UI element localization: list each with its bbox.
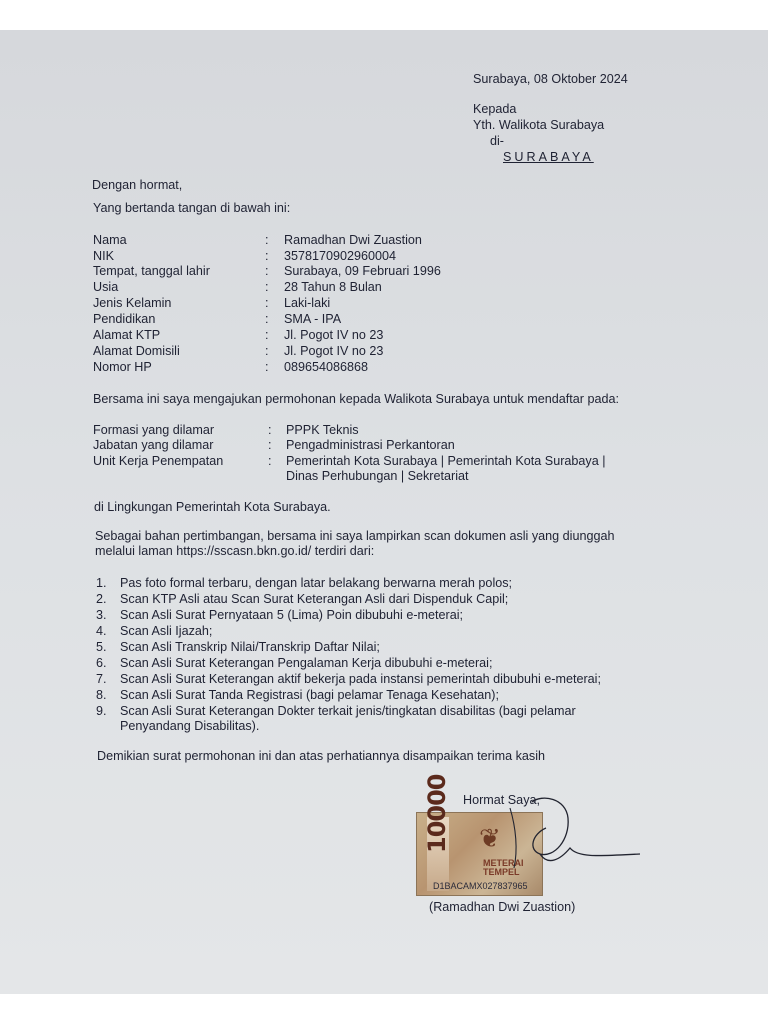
field-value: 28 Tahun 8 Bulan <box>284 280 382 294</box>
recipient-kepada: Kepada <box>473 102 517 116</box>
sign-off: Hormat Saya, <box>463 793 540 807</box>
personal-row <box>93 232 513 248</box>
field-label: Jenis Kelamin <box>93 296 172 310</box>
colon: : <box>265 312 269 326</box>
field-value: Jl. Pogot IV no 23 <box>284 344 384 358</box>
greeting: Dengan hormat, <box>92 178 183 192</box>
colon: : <box>265 296 269 310</box>
personal-row <box>93 311 513 327</box>
item-text-continued: Penyandang Disabilitas). <box>120 719 260 733</box>
application-statement: Bersama ini saya mengajukan permohonan kepada Walikota Surabaya untuk mendaftar pada: <box>93 392 619 406</box>
field-label: Usia <box>93 280 119 294</box>
position-row <box>93 453 653 469</box>
field-value: Jl. Pogot IV no 23 <box>284 328 384 342</box>
field-value: PPPK Teknis <box>286 423 359 437</box>
colon: : <box>265 360 269 374</box>
field-label: Tempat, tanggal lahir <box>93 264 210 278</box>
colon: : <box>265 233 269 247</box>
personal-row <box>93 295 513 311</box>
item-number: 4. <box>96 624 107 638</box>
field-label: NIK <box>93 249 114 263</box>
item-number: 3. <box>96 608 107 622</box>
item-number: 2. <box>96 592 107 606</box>
colon: : <box>268 454 272 468</box>
colon: : <box>265 328 269 342</box>
garuda-emblem-icon: ❦ <box>479 823 501 853</box>
letter-date: Surabaya, 08 Oktober 2024 <box>473 72 628 86</box>
signature-icon <box>470 788 650 883</box>
field-label: Jabatan yang dilamar <box>93 438 214 452</box>
field-label: Alamat KTP <box>93 328 161 342</box>
field-value: Ramadhan Dwi Zuastion <box>284 233 422 247</box>
item-number: 9. <box>96 704 107 718</box>
personal-row <box>93 248 513 264</box>
item-text: Scan Asli Surat Tanda Registrasi (bagi pelamar Tenaga Kesehatan); <box>120 688 499 702</box>
personal-row <box>93 279 513 295</box>
personal-row <box>93 343 513 359</box>
item-text: Scan Asli Surat Keterangan Dokter terkait jenis/tingkatan disabilitas (bagi pelamar <box>120 704 576 718</box>
stamp-amount: 10000 <box>423 774 451 853</box>
item-text: Scan Asli Surat Pernyataan 5 (Lima) Poin dibubuhi e-meterai; <box>120 608 464 622</box>
attachment-intro-line2: melalui laman https://sscasn.bkn.go.id/ terdiri dari: <box>95 544 375 558</box>
field-label: Formasi yang dilamar <box>93 423 215 437</box>
item-text: Scan Asli Surat Keterangan Pengalaman Kerja dibubuhi e-meterai; <box>120 656 493 670</box>
field-value: Pemerintah Kota Surabaya | Pemerintah Kota Surabaya | <box>286 454 606 468</box>
item-text: Scan Asli Ijazah; <box>120 624 213 638</box>
field-value: SMA - IPA <box>284 312 342 326</box>
field-value: 089654086868 <box>284 360 369 374</box>
personal-row <box>93 263 513 279</box>
position-row <box>93 437 653 453</box>
personal-row <box>93 327 513 343</box>
colon: : <box>265 264 269 278</box>
colon: : <box>268 438 272 452</box>
stamp-code: D1BACAMX027837965 <box>433 881 528 891</box>
colon: : <box>265 249 269 263</box>
item-text: Scan Asli Transkrip Nilai/Transkrip Daftar Nilai; <box>120 640 380 654</box>
recipient-city: SURABAYA <box>503 150 594 164</box>
item-number: 1. <box>96 576 107 590</box>
colon: : <box>265 280 269 294</box>
colon: : <box>265 344 269 358</box>
item-number: 7. <box>96 672 107 686</box>
recipient-name: Yth. Walikota Surabaya <box>473 118 605 132</box>
item-number: 6. <box>96 656 107 670</box>
field-label: Unit Kerja Penempatan <box>93 454 224 468</box>
personal-row <box>93 359 513 375</box>
item-text: Pas foto formal terbaru, dengan latar belakang berwarna merah polos; <box>120 576 513 590</box>
field-label: Pendidikan <box>93 312 156 326</box>
field-label: Nama <box>93 233 127 247</box>
field-value: Pengadministrasi Perkantoran <box>286 438 455 452</box>
letter-page <box>0 30 768 994</box>
stamp-label-tempel: TEMPEL <box>483 867 520 877</box>
field-value: Laki-laki <box>284 296 331 310</box>
field-value: 3578170902960004 <box>284 249 397 263</box>
item-text: Scan Asli Surat Keterangan aktif bekerja pada instansi pemerintah dibubuhi e-meterai; <box>120 672 601 686</box>
intro-line: Yang bertanda tangan di bawah ini: <box>93 201 291 215</box>
item-number: 5. <box>96 640 107 654</box>
attachment-intro-line1: Sebagai bahan pertimbangan, bersama ini saya lampirkan scan dokumen asli yang diunggah <box>95 529 615 543</box>
field-label: Alamat Domisili <box>93 344 180 358</box>
signer-name: (Ramadhan Dwi Zuastion) <box>429 900 576 914</box>
item-number: 8. <box>96 688 107 702</box>
colon: : <box>268 423 272 437</box>
field-label: Nomor HP <box>93 360 152 374</box>
position-row-continued <box>93 468 653 484</box>
field-value-continued: Dinas Perhubungan | Sekretariat <box>286 469 469 483</box>
scope-line: di Lingkungan Pemerintah Kota Surabaya. <box>94 500 331 514</box>
closing-line: Demikian surat permohonan ini dan atas perhatiannya disampaikan terima kasih <box>97 749 546 763</box>
stamp-label-meterai: METERAI <box>483 858 524 868</box>
field-value: Surabaya, 09 Februari 1996 <box>284 264 441 278</box>
position-row <box>93 422 653 438</box>
recipient-di: di- <box>490 134 504 148</box>
item-text: Scan KTP Asli atau Scan Surat Keterangan Asli dari Dispenduk Capil; <box>120 592 509 606</box>
